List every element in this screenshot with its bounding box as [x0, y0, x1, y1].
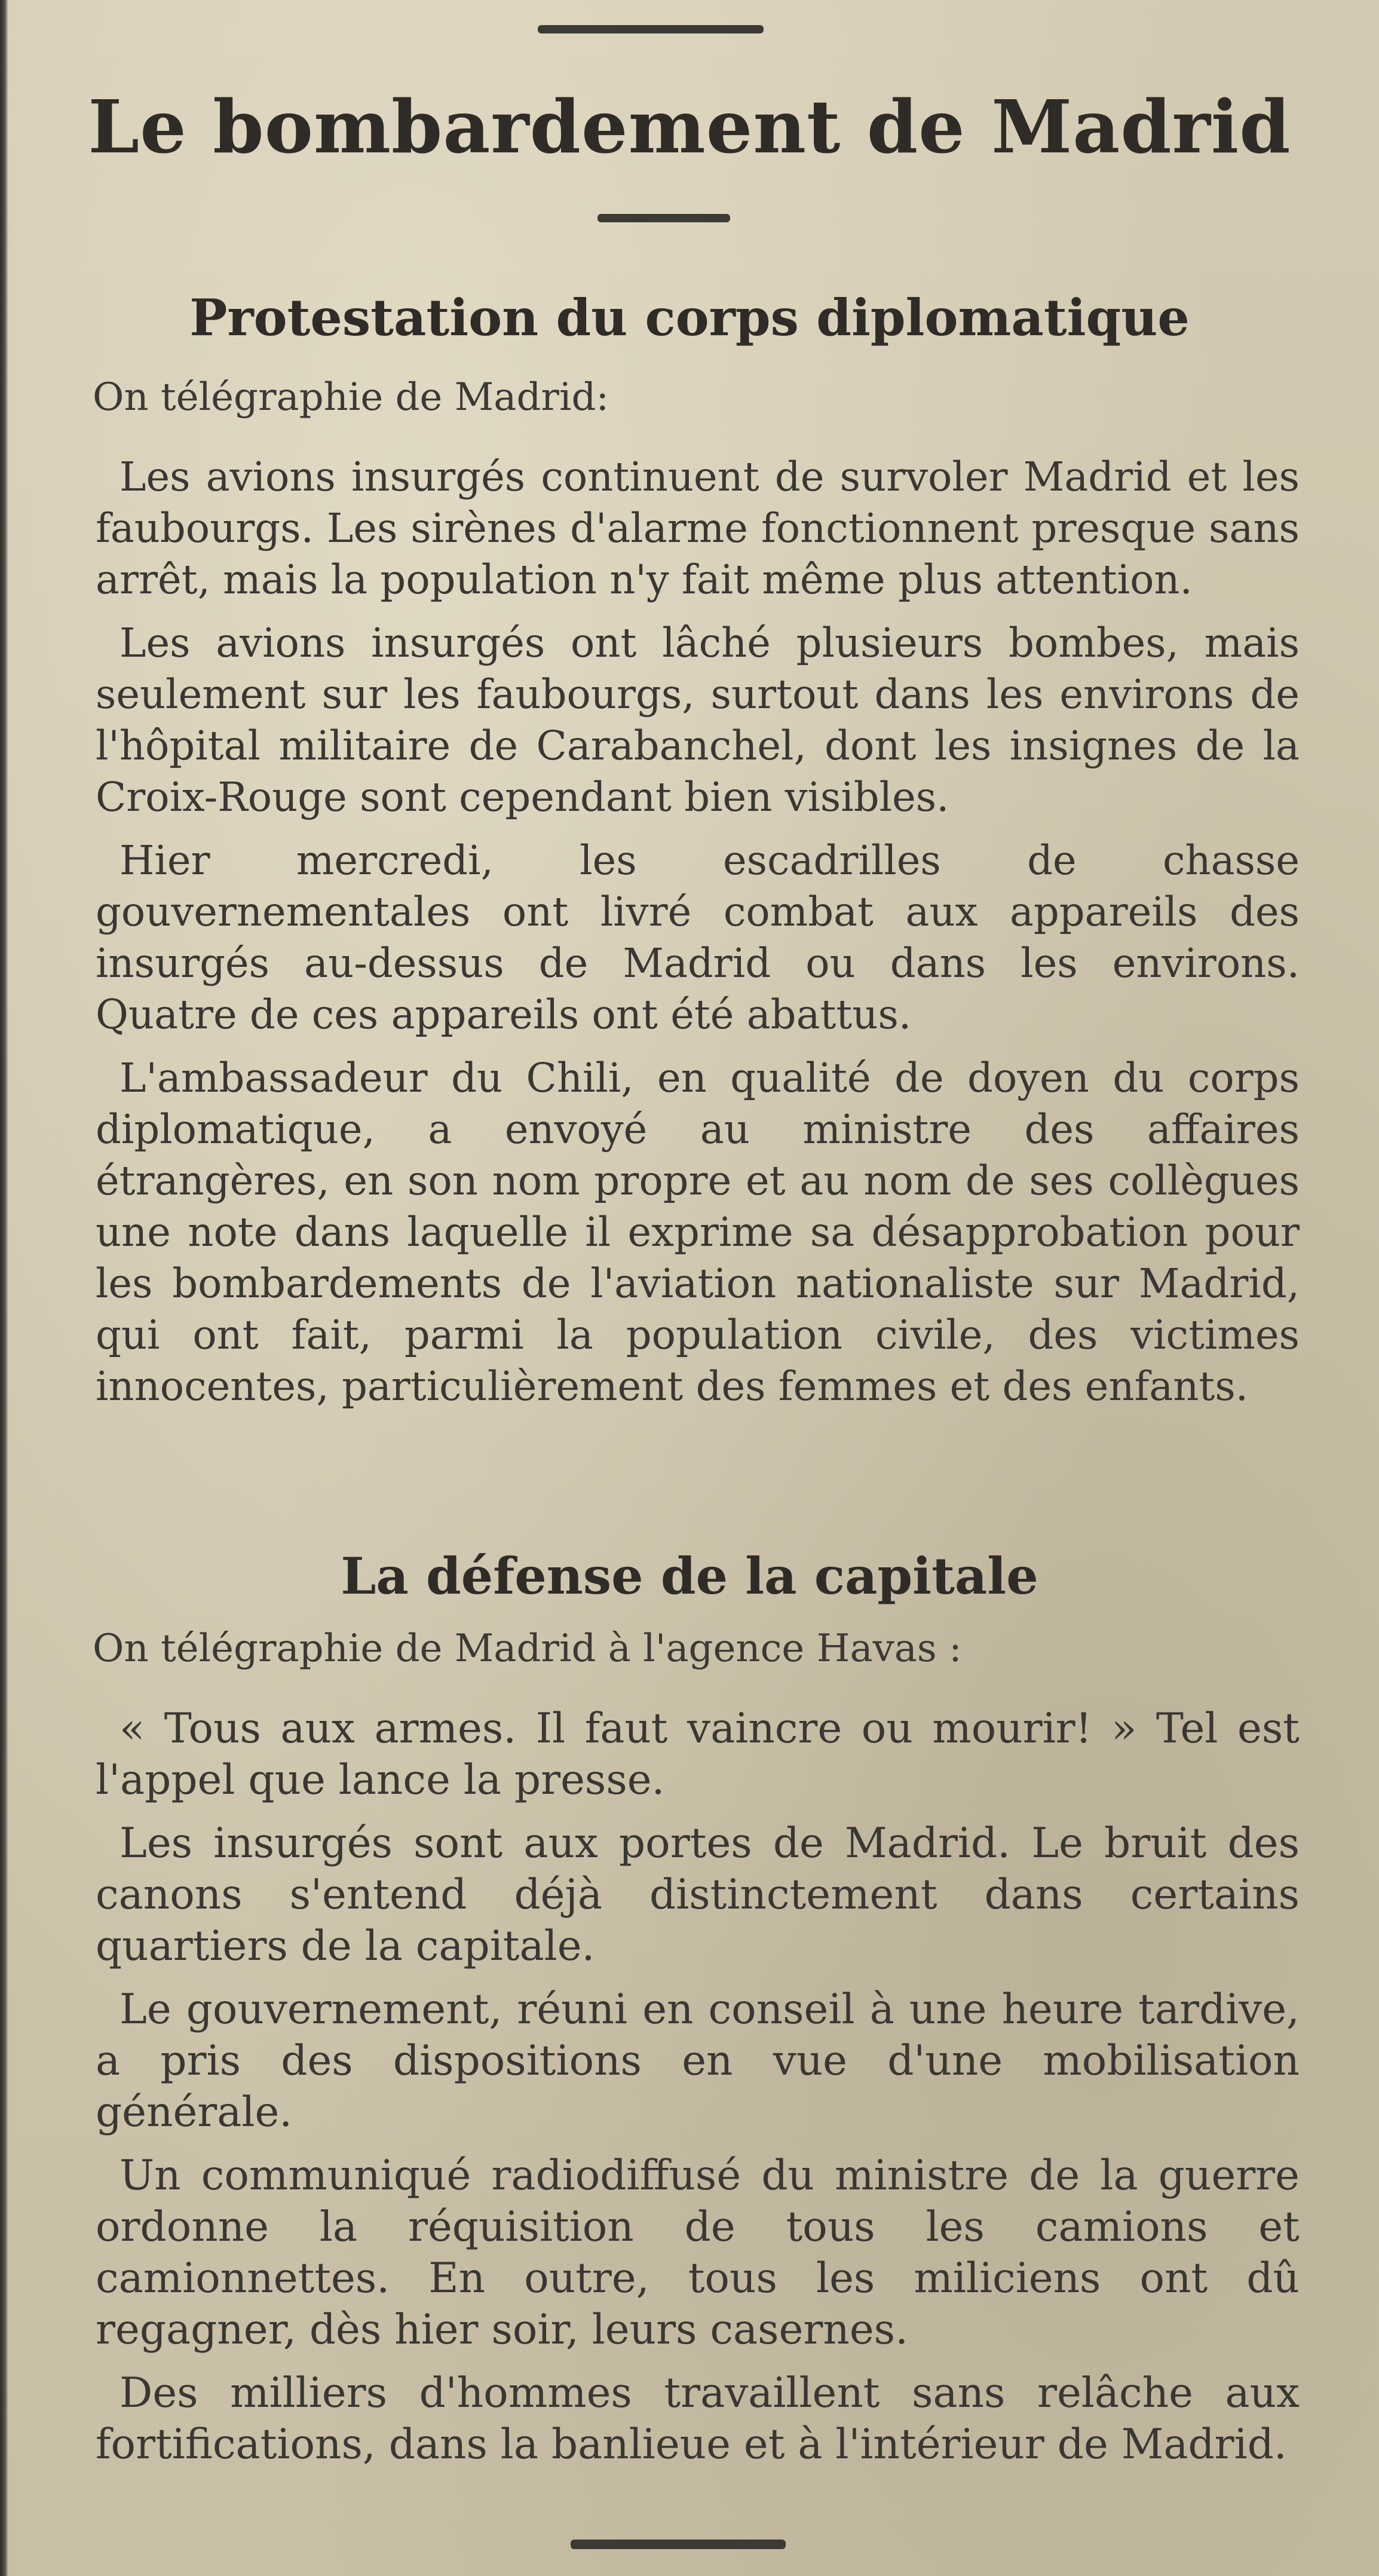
paragraph: Les avions insurgés continuent de survoler Madrid et les faubourgs. Les sirènes d'alarme fonctionnent presque sans arrêt, mais la population n'y fait même plus attention. [96, 454, 1300, 603]
section-defense-body [96, 1703, 1300, 2470]
paragraph: Un communiqué radiodiffusé du ministre de la guerre ordonne la réquisition de tous les camions et camionnettes. En outre, tous les miliciens ont dû regagner, dès hier soir, leurs casernes. [96, 2152, 1300, 2354]
dateline-havas: On télégraphie de Madrid à l'agence Havas : [93, 1627, 962, 1671]
paragraph: L'ambassadeur du Chili, en qualité de doyen du corps diplomatique, a envoyé au ministre des affaires étrangères, en son nom propre et au nom de ses collègues une note dans laquelle il exprime sa désapprobation pour les bombardements de l'aviation nationaliste sur Madrid, qui ont fait, parmi la population civile, des victimes innocentes, particulièrement des femmes et des enfants. [96, 1055, 1300, 1410]
bottom-rule [571, 2540, 786, 2549]
paragraph: Les avions insurgés ont lâché plusieurs bombes, mais seulement sur les faubourgs, surtout dans les environs de l'hôpital militaire de Carabanchel, dont les insignes de la Croix-Rouge sont cependant bien visibles. [96, 620, 1300, 820]
dateline-madrid: On télégraphie de Madrid: [93, 375, 609, 419]
paragraph: « Tous aux armes. Il faut vaincre ou mourir! » Tel est l'appel que lance la presse. [96, 1705, 1300, 1804]
paragraph: Des milliers d'hommes travaillent sans relâche aux fortifications, dans la banlieue et à l'intérieur de Madrid. [96, 2369, 1300, 2468]
section-heading-defense: La défense de la capitale [341, 1546, 1038, 1606]
section-protestation-body [96, 451, 1300, 1412]
paragraph: Le gouvernement, réuni en conseil à une heure tardive, a pris des dispositions en vue d'une mobilisation générale. [96, 1986, 1300, 2136]
paragraph: Hier mercredi, les escadrilles de chasse gouvernementales ont livré combat aux appareils des insurgés au-dessus de Madrid ou dans les environs. Quatre de ces appareils ont été abattus. [96, 837, 1300, 1038]
page-edge-shadow [0, 0, 8, 2576]
headline-rule [597, 214, 730, 222]
paragraph: Les insurgés sont aux portes de Madrid. Le bruit des canons s'entend déjà distinctement dans certains quartiers de la capitale. [96, 1820, 1300, 1970]
top-rule [538, 25, 764, 33]
article-headline: Le bombardement de Madrid [88, 84, 1291, 170]
section-heading-protestation: Protestation du corps diplomatique [189, 288, 1190, 347]
